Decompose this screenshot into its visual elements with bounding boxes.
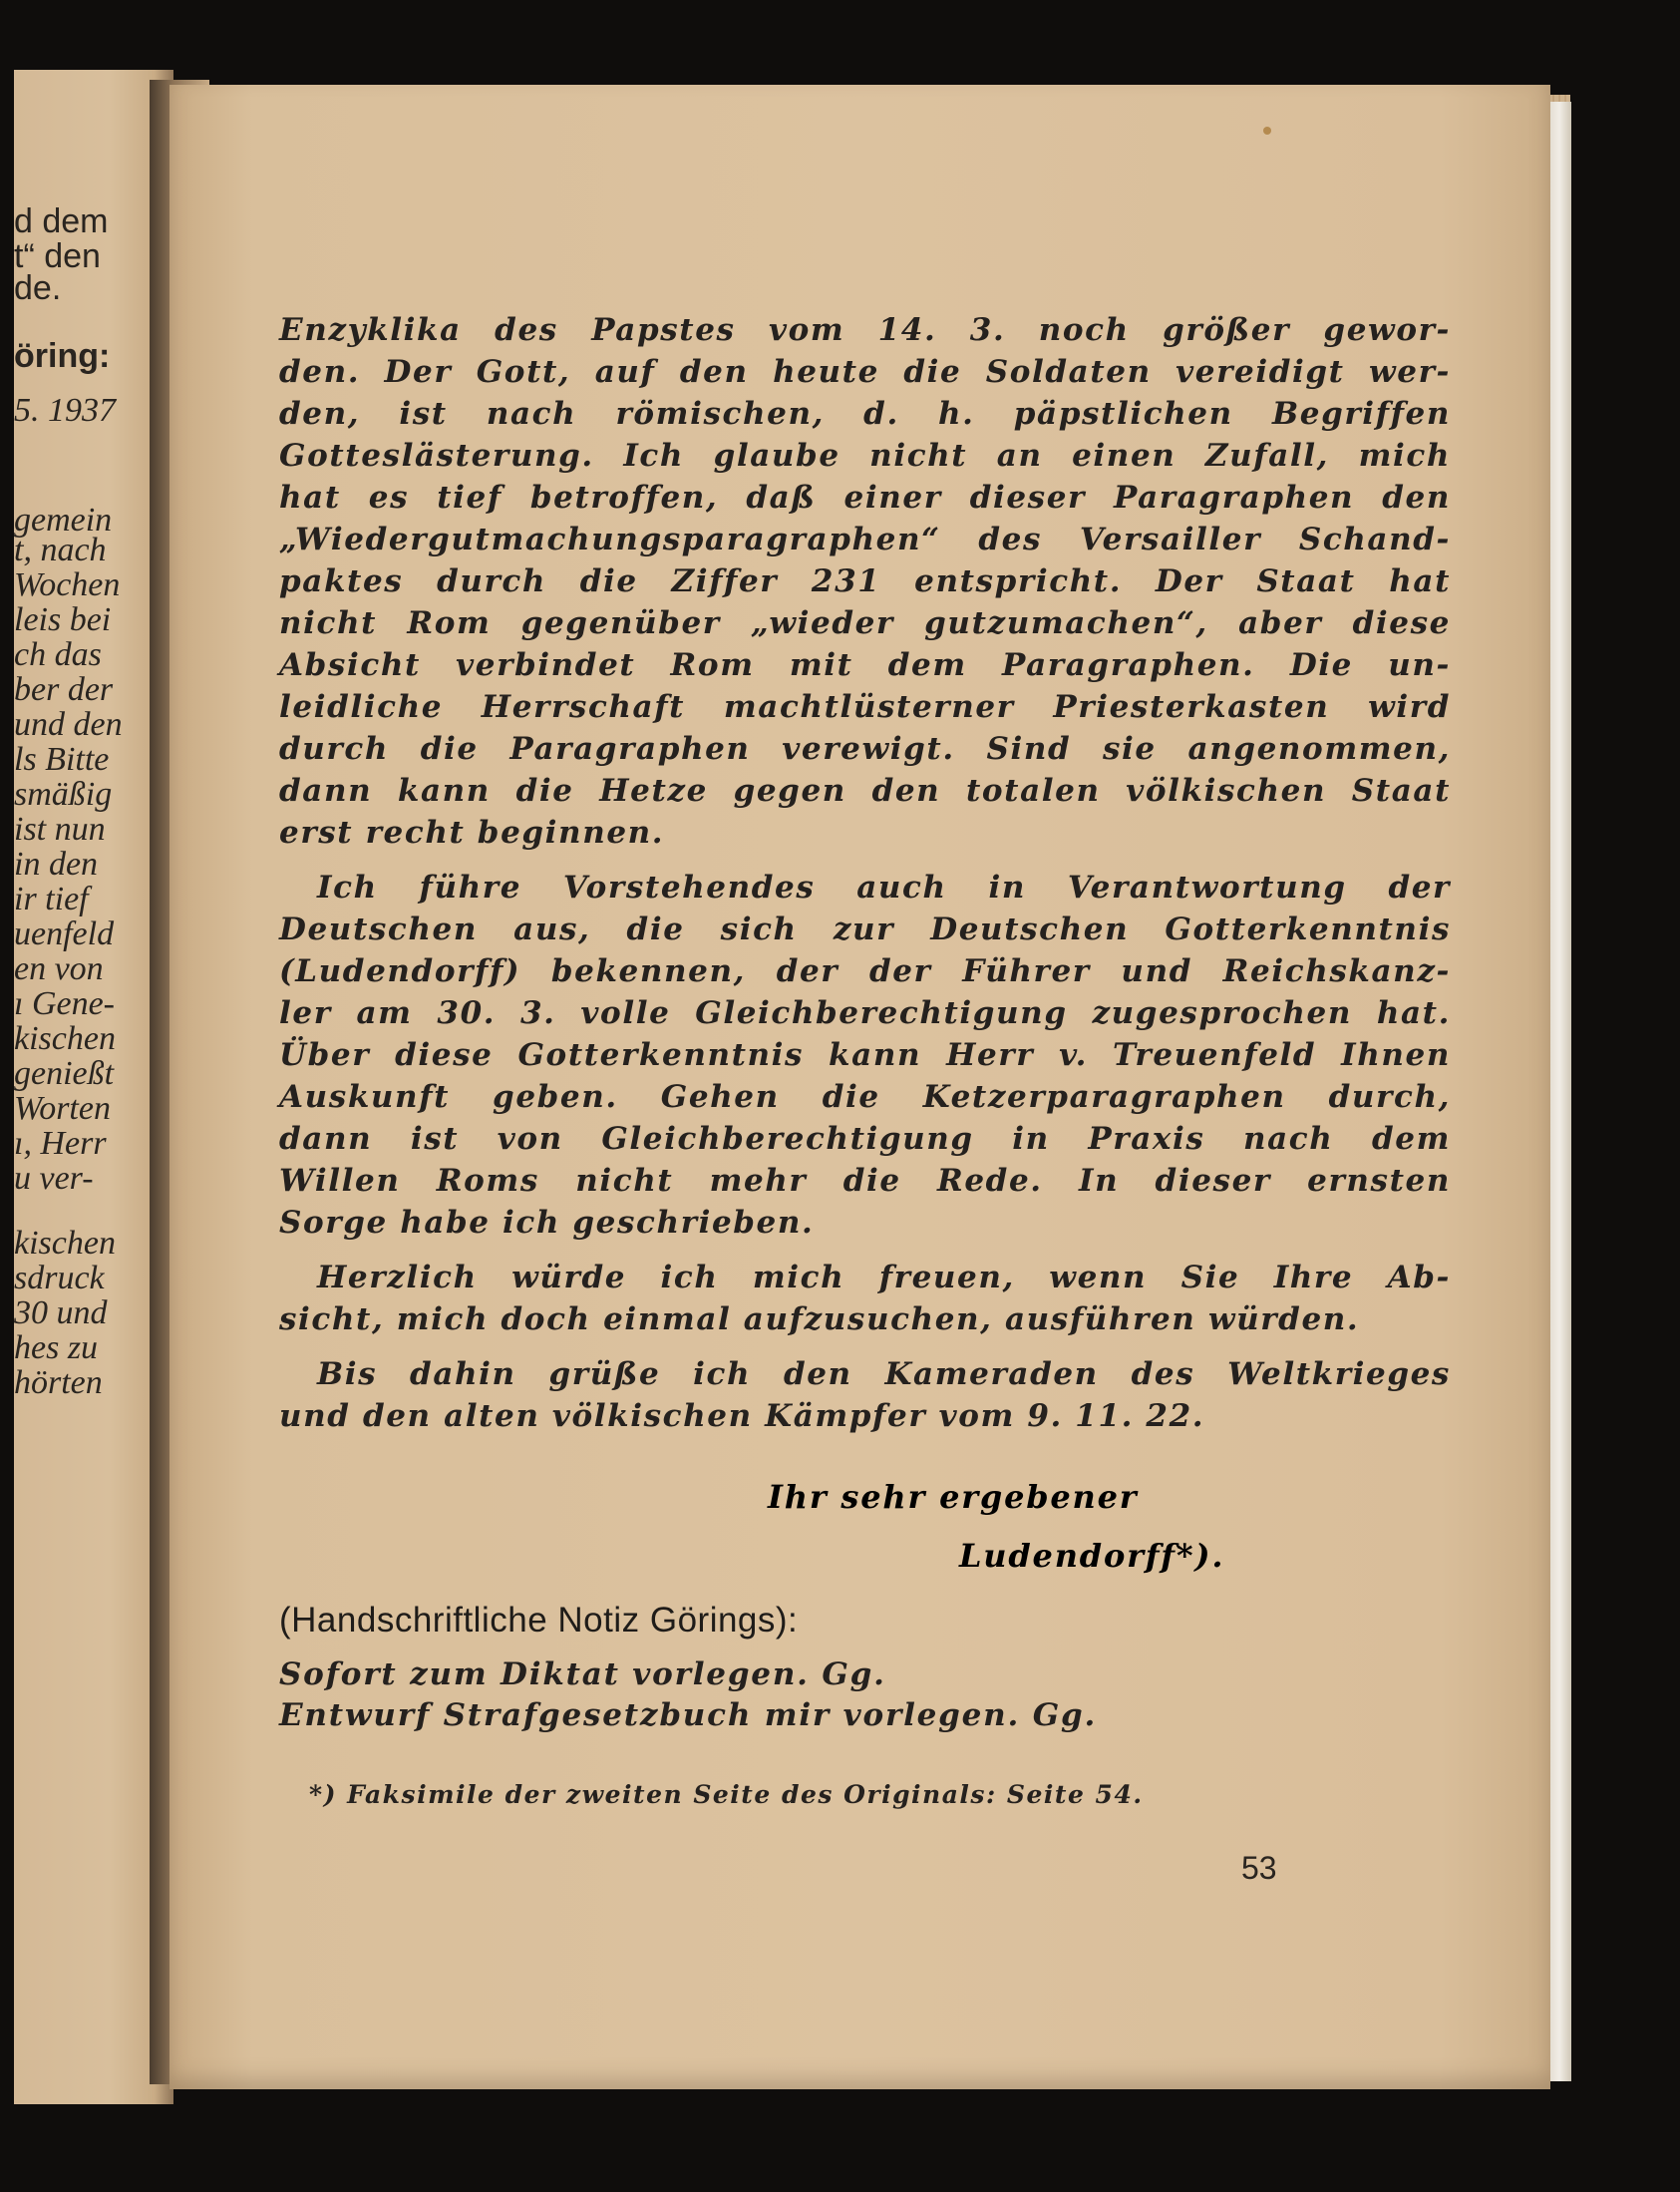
previous-page-line: öring: [14,337,111,375]
text-line: Über diese Gotterkenntnis kann Herr v. Treuenfeld Ihnen [279,1037,1451,1073]
text-line: paktes durch die Ziffer 231 entspricht. Der Staat hat [279,563,1451,599]
text-line: Bis dahin grüße ich den Kameraden des Weltkrieges [317,1356,1451,1392]
previous-page-line: t“ den [14,237,101,275]
text-line: „Wiedergutmachungsparagraphen“ des Versailler Schand- [279,522,1451,557]
text-line: Absicht verbindet Rom mit dem Paragraphen. Die un- [279,647,1451,683]
footnote: *) Faksimile der zweiten Seite des Originals: Seite 54. [309,1780,1144,1809]
note-line-1: Sofort zum Diktat vorlegen. Gg. [279,1656,886,1692]
previous-page-line: in den [14,846,99,883]
previous-page-line: Worten [14,1090,111,1127]
text-line: Enzyklika des Papstes vom 14. 3. noch größer gewor- [279,312,1451,348]
salutation: Ihr sehr ergebener [768,1478,1139,1516]
previous-page-line: genießt [14,1055,115,1092]
text-line: den, ist nach römischen, d. h. päpstlichen Begriffen [279,396,1451,432]
previous-page-line: 30 und [14,1294,108,1331]
previous-page-line: smäßig [14,776,113,813]
previous-page-line: 5. 1937 [14,392,116,429]
previous-page-line: hes zu [14,1329,99,1366]
text-line: leidliche Herrschaft machtlüsterner Priesterkasten wird [279,689,1451,725]
paragraph-gap [279,854,1451,867]
previous-page-line: de. [14,269,62,307]
text-line: durch die Paragraphen verewigt. Sind sie angenommen, [279,731,1451,767]
text-line: dann kann die Hetze gegen den totalen völkischen Staat [279,773,1451,809]
text-line: Gotteslästerung. Ich glaube nicht an einen Zufall, mich [279,438,1451,474]
text-line: (Ludendorff) bekennen, der der Führer und Reichskanz- [279,953,1451,989]
previous-page-line: ch das [14,636,102,673]
text-line: Sorge habe ich geschrieben. [279,1205,815,1241]
previous-page-line: kischen [14,1225,116,1262]
previous-page-line: und den [14,706,123,743]
previous-page-line: ı Gene- [14,985,116,1022]
previous-page-line: hörten [14,1364,103,1401]
previous-page-line: ı, Herr [14,1125,107,1162]
previous-page-line: ir tief [14,881,89,917]
previous-page-line: en von [14,950,104,987]
previous-page-line: d dem [14,202,109,240]
previous-page-line: ls Bitte [14,741,110,778]
paper-speck [1263,127,1271,135]
note-line-2: Entwurf Strafgesetzbuch mir vorlegen. Gg. [279,1697,1098,1733]
previous-page-line: kischen [14,1020,116,1057]
previous-page-line: leis bei [14,601,112,638]
previous-page-line: gemein [14,502,113,539]
letter-body [279,309,1451,1437]
paragraph-gap [279,1244,1451,1257]
text-line: Deutschen aus, die sich zur Deutschen Gotterkenntnis [279,912,1451,947]
text-line: erst recht beginnen. [279,815,665,851]
book-page [169,85,1550,2089]
handwritten-note-heading: (Handschriftliche Notiz Görings): [279,1601,799,1640]
text-line: nicht Rom gegenüber „wieder gutzumachen“, aber diese [279,605,1451,641]
text-line: Ich führe Vorstehendes auch in Verantwortung der [317,870,1451,906]
previous-page-line: ber der [14,671,114,708]
signature: Ludendorff*). [959,1537,1225,1575]
previous-page-line: t, nach [14,532,107,568]
previous-page-line: sdruck [14,1260,105,1296]
previous-page-line: u ver- [14,1160,94,1197]
text-line: ler am 30. 3. volle Gleichberechtigung zugesprochen hat. [279,995,1451,1031]
previous-page-line: ist nun [14,811,106,848]
text-line: Willen Roms nicht mehr die Rede. In dieser ernsten [279,1163,1451,1199]
text-line: Herzlich würde ich mich freuen, wenn Sie Ihre Ab- [317,1260,1451,1295]
page-number: 53 [1241,1850,1277,1886]
paragraph-gap [279,1340,1451,1353]
text-line: und den alten völkischen Kämpfer vom 9. 11. 22. [279,1398,1205,1434]
text-line: dann ist von Gleichberechtigung in Praxis nach dem [279,1121,1451,1157]
text-line: hat es tief betroffen, daß einer dieser Paragraphen den [279,480,1451,516]
text-line: Auskunft geben. Gehen die Ketzerparagraphen durch, [279,1079,1451,1115]
previous-page-line: uenfeld [14,915,115,952]
text-line: den. Der Gott, auf den heute die Soldaten vereidigt wer- [279,354,1451,390]
text-line: sicht, mich doch einmal aufzusuchen, ausführen würden. [279,1301,1360,1337]
previous-page-line: Wochen [14,566,121,603]
